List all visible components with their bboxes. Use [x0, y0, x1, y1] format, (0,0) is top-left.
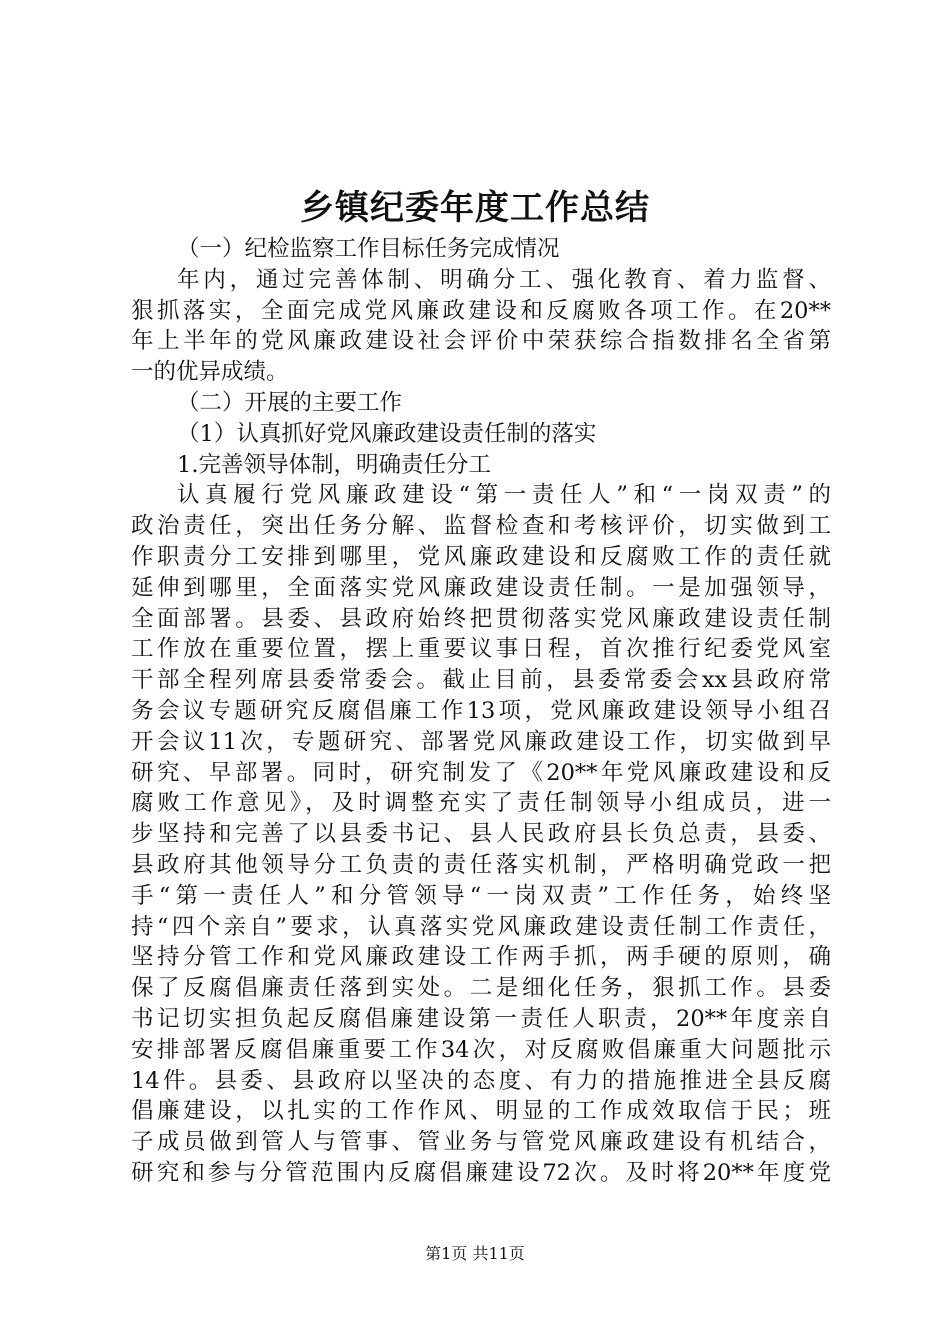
paragraph-line: 保了反腐倡廉责任落到实处。二是细化任务，狠抓工作。县委 — [131, 975, 831, 1002]
page-number-footer: 第1页 共11页 — [425, 1244, 525, 1263]
section-heading-1: （一）纪检监察工作目标任务完成情况 — [177, 236, 560, 262]
paragraph-line: 务会议专题研究反腐倡廉工作13项，党风廉政建设领导小组召 — [131, 697, 831, 724]
paragraph-line: 年内，通过完善体制、明确分工、强化教育、着力监督、 — [177, 266, 831, 293]
paragraph-line: 干部全程列席县委常委会。截止目前，县委常委会xx县政府常 — [131, 667, 831, 694]
paragraph-line: 步坚持和完善了以县委书记、县人民政府县长负总责，县委、 — [131, 821, 831, 848]
section-heading-2: （二）开展的主要工作 — [177, 389, 403, 416]
document-title: 乡镇纪委年度工作总结 — [300, 188, 650, 228]
paragraph-line: 年上半年的党风廉政建设社会评价中荣获综合指数排名全省第 — [131, 328, 831, 355]
paragraph-line: 狠抓落实，全面完成党风廉政建设和反腐败各项工作。在20** — [131, 297, 831, 324]
paragraph-line: 政治责任，突出任务分解、监督检查和考核评价，切实做到工 — [131, 513, 831, 540]
paragraph-line: 全面部署。县委、县政府始终把贯彻落实党风廉政建设责任制 — [131, 605, 831, 632]
subsection-heading: （1）认真抓好党风廉政建设责任制的落实 — [177, 420, 597, 447]
paragraph-line: 倡廉建设，以扎实的工作作风、明显的工作成效取信于民；班 — [131, 1098, 831, 1125]
paragraph-line: 延伸到哪里，全面落实党风廉政建设责任制。一是加强领导， — [131, 574, 831, 601]
paragraph-line: 研究、早部署。同时，研究制发了《20**年党风廉政建设和反 — [131, 759, 831, 786]
paragraph-line: 开会议11次，专题研究、部署党风廉政建设工作，切实做到早 — [131, 728, 831, 755]
item-heading: 1.完善领导体制，明确责任分工 — [177, 451, 491, 478]
paragraph-line: 持“四个亲自”要求，认真落实党风廉政建设责任制工作责任， — [131, 913, 831, 940]
paragraph-line: 坚持分管工作和党风廉政建设工作两手抓，两手硬的原则，确 — [131, 944, 831, 971]
paragraph-line: 腐败工作意见》，及时调整充实了责任制领导小组成员，进一 — [131, 790, 831, 817]
document-body — [131, 234, 831, 1189]
paragraph-line: 认真履行党风廉政建设“第一责任人”和“一岗双责”的 — [177, 482, 831, 509]
paragraph-line: 手“第一责任人”和分管领导“一岗双责”工作任务，始终坚 — [131, 882, 831, 909]
paragraph-line: 县政府其他领导分工负责的责任落实机制，严格明确党政一把 — [131, 851, 831, 878]
paragraph-line: 作职责分工安排到哪里，党风廉政建设和反腐败工作的责任就 — [131, 543, 831, 570]
paragraph-line: 工作放在重要位置，摆上重要议事日程，首次推行纪委党风室 — [131, 636, 831, 663]
paragraph-line: 14件。县委、县政府以坚决的态度、有力的措施推进全县反腐 — [131, 1067, 831, 1094]
paragraph-line: 书记切实担负起反腐倡廉建设第一责任人职责，20**年度亲自 — [131, 1005, 831, 1032]
paragraph-line: 子成员做到管人与管事、管业务与管党风廉政建设有机结合， — [131, 1129, 831, 1156]
paragraph-line: 安排部署反腐倡廉重要工作34次，对反腐败倡廉重大问题批示 — [131, 1036, 831, 1063]
paragraph-line: 研究和参与分管范围内反腐倡廉建设72次。及时将20**年度党 — [131, 1159, 831, 1186]
paragraph-line: 一的优异成绩。 — [131, 359, 289, 386]
